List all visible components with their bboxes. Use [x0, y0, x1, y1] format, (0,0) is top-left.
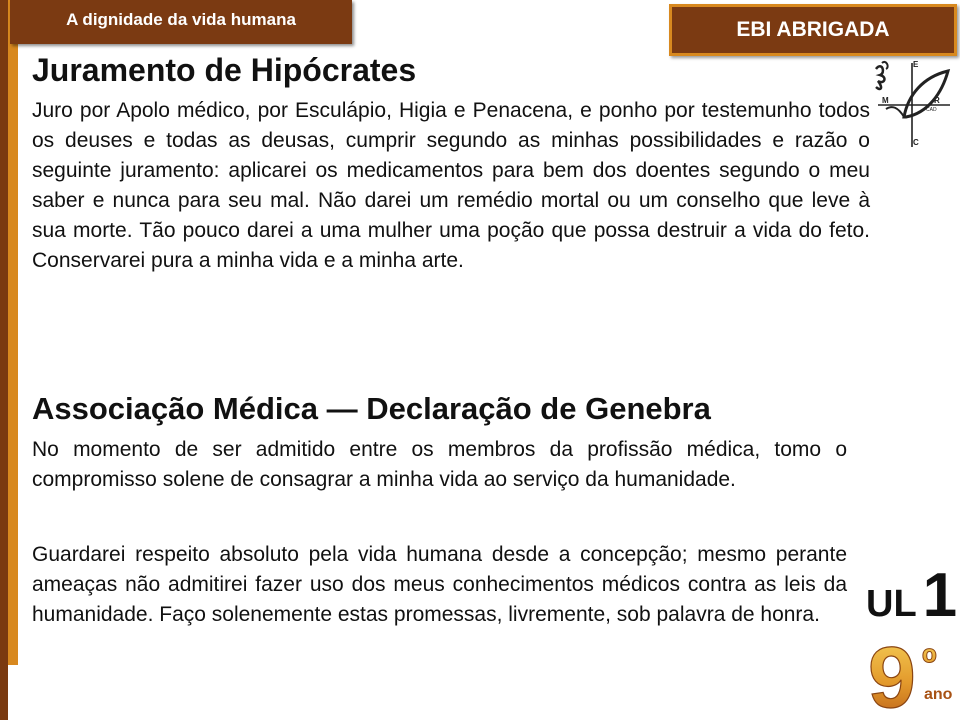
- logo-letter-e: E: [913, 60, 919, 69]
- grade-ordinal: º: [922, 642, 937, 686]
- section-title-hippocratic-oath: Juramento de Hipócrates: [32, 52, 417, 88]
- grade-badge: [866, 633, 958, 715]
- unit-number: 1: [922, 561, 958, 630]
- hippocratic-oath-text: Juro por Apolo médico, por Esculápio, Higia e Penacena, e ponho por testemunho todos os deuses e todas as deusas, cumprir segundo as minhas possibilidades e razão o seguinte juramento: aplicarei os medicamentos para bem dos doentes segundo o meu saber e nunca para seu mal. Não darei um remédio mortal ou um conselho que leve à sua morte. Tão pouco darei a uma mulher uma poção que possa destruir a vida do feto. Conservarei pura a minha vida e a minha arte.: [32, 99, 870, 272]
- left-accent-bar-orange: [8, 0, 18, 665]
- topic-tab: [10, 0, 352, 44]
- logo-letter-m: M: [882, 96, 889, 105]
- section-title-geneva-declaration: Associação Médica — Declaração de Genebra: [32, 391, 711, 426]
- grade-word: ano: [924, 686, 953, 703]
- left-accent-bar-dark: [0, 0, 8, 720]
- logo-letter-r: R: [934, 96, 940, 105]
- logo-small-text: CAD: [926, 107, 937, 113]
- school-tab: [669, 4, 957, 56]
- grade-number: 9: [868, 633, 916, 715]
- school-label: EBI ABRIGADA: [736, 18, 890, 41]
- geneva-declaration-paragraph-2: Guardarei respeito absoluto pela vida humana desde a concepção; mesmo perante ameaças não admitirei fazer uso dos meus conhecimentos médicos contra as leis da humanidade. Faço solenemente estas promessas, livremente, sob palavra de honra.: [32, 543, 847, 626]
- logo-letter-c: C: [913, 138, 919, 147]
- topic-label: A dignidade da vida humana: [66, 10, 296, 29]
- unit-label: [866, 560, 957, 630]
- emrc-fish-cross-logo-icon: [868, 55, 958, 155]
- geneva-declaration-paragraph-1: No momento de ser admitido entre os membros da profissão médica, tomo o compromisso solene de consagrar a minha vida ao serviço da humanidade.: [32, 438, 847, 491]
- unit-label-text: UL: [866, 583, 917, 625]
